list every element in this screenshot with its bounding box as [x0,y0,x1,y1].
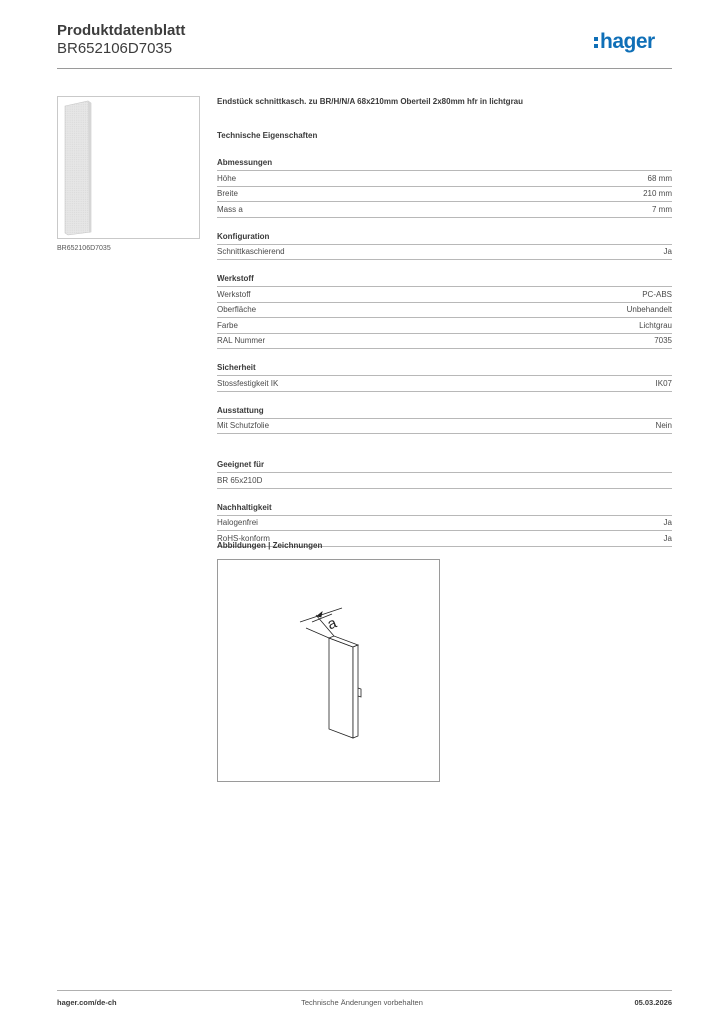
spec-value: 7035 [654,336,672,346]
footer-date: 05.03.2026 [634,998,672,1007]
spec-value: Ja [663,247,672,257]
dimension-label: a [324,614,340,634]
spec-label: Oberfläche [217,305,257,315]
footer-url[interactable]: hager.com/de-ch [57,998,117,1007]
spec-row [217,515,672,531]
section-title: Abmessungen [217,158,273,167]
thumbnail-caption: BR652106D7035 [57,245,111,252]
section-title: Nachhaltigkeit [217,502,272,512]
spec-row [217,286,672,302]
footer-note: Technische Änderungen vorbehalten [301,998,423,1007]
tech-properties-heading: Technische Eigenschaften [217,131,318,140]
spec-label: Höhe [217,173,237,183]
spec-value: Ja [663,518,672,528]
header-divider [57,68,672,69]
logo-text: hager [600,30,655,53]
spec-label: Schnittkaschierend [217,247,285,257]
section-title: Ausstattung [217,405,264,415]
spec-row [217,170,672,186]
spec-row [217,244,672,261]
product-thumbnail-image [58,97,199,238]
spec-label: Farbe [217,320,238,330]
spec-row [217,375,672,392]
section-abmessungen [217,156,672,218]
specifications [217,96,672,547]
spec-row [217,302,672,318]
spec-row [217,333,672,350]
spec-value: 210 mm [643,189,672,199]
spec-row [217,201,672,218]
spec-row [217,418,672,435]
spec-label: BR 65x210D [217,475,263,485]
section-geeignet-fuer [217,458,672,489]
spec-row [217,186,672,202]
spec-label: Mass a [217,204,243,214]
spec-value: Nein [655,421,672,431]
technical-drawing-image [218,560,439,781]
spec-label: Halogenfrei [217,518,258,528]
logo-dot-top [594,37,598,41]
spec-label: Mit Schutzfolie [217,421,270,431]
spec-label: Stossfestigkeit IK [217,378,279,388]
technical-drawing [217,559,440,782]
product-thumbnail [57,96,200,239]
spec-value: PC-ABS [642,289,672,299]
logo-dot-bottom [594,44,598,48]
spec-value: Unbehandelt [626,305,672,315]
footer-divider [57,990,672,991]
hager-logo [593,28,675,56]
spec-label: Breite [217,189,238,199]
spec-value: Ja [663,533,672,543]
spec-value: 68 mm [647,173,672,183]
section-nachhaltigkeit [217,501,672,547]
spec-label: RoHS-konform [217,533,270,543]
section-sicherheit [217,361,672,392]
product-description: Endstück schnittkasch. zu BR/H/N/A 68x210mm Oberteil 2x80mm hfr in lichtgrau [217,97,524,106]
spec-row [217,317,672,333]
section-title: Werkstoff [217,274,254,283]
page-title: Produktdatenblatt [57,22,186,39]
section-title: Sicherheit [217,363,256,372]
spec-label: RAL Nummer [217,336,266,346]
spec-value: Lichtgrau [639,320,672,330]
spec-label: Werkstoff [217,289,251,299]
spec-value: IK07 [655,378,672,388]
section-title: Geeignet für [217,460,265,469]
section-ausstattung [217,404,672,435]
section-werkstoff [217,272,672,349]
section-title: Konfiguration [217,231,270,241]
spec-row [217,472,672,489]
product-code: BR652106D7035 [57,40,173,57]
images-heading: Abbildungen | Zeichnungen [217,541,323,550]
spec-value: 7 mm [652,204,672,214]
section-konfiguration [217,230,672,261]
